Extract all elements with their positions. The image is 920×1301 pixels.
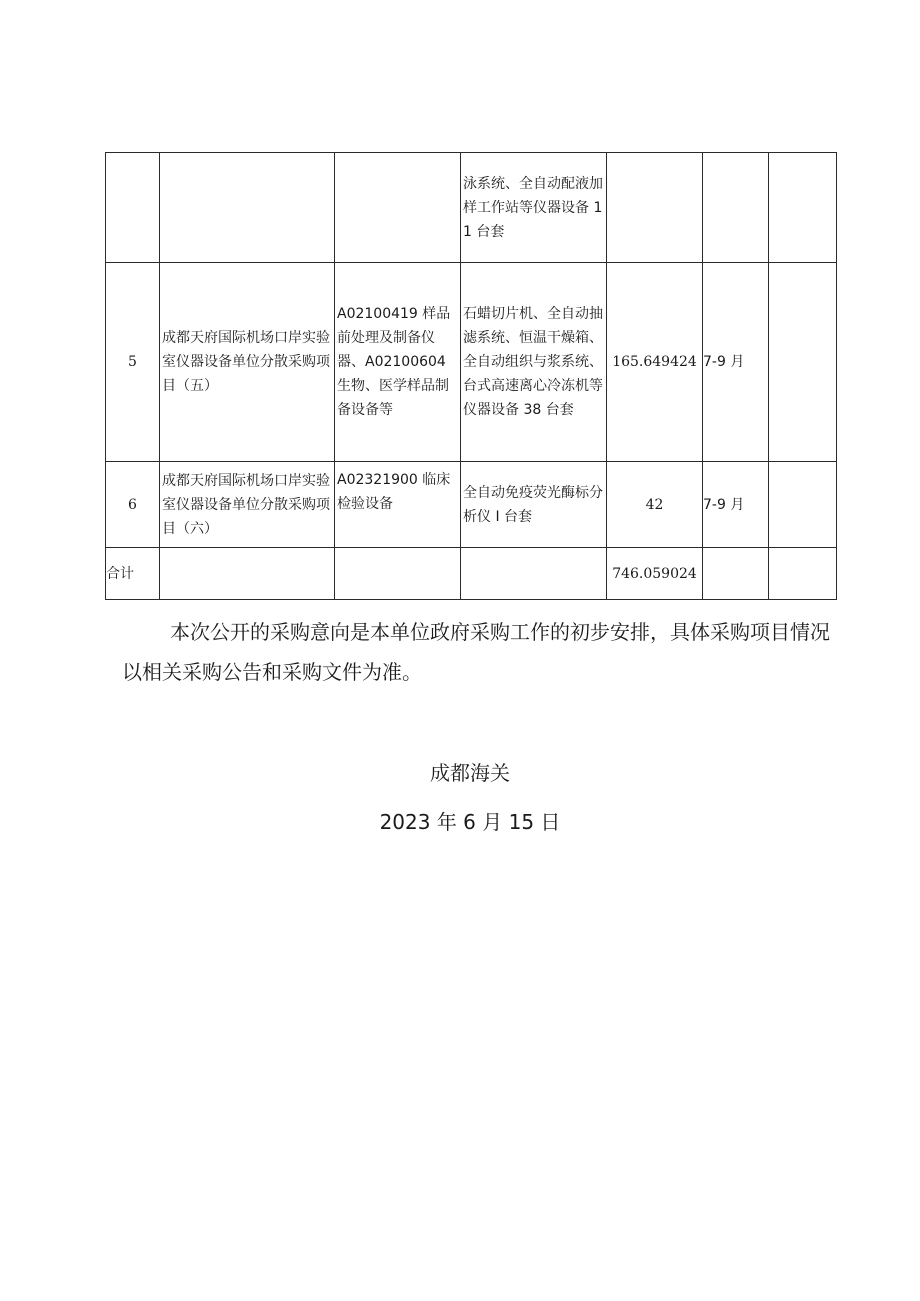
project-name	[160, 153, 335, 263]
procurement-table	[105, 152, 837, 600]
remark-cell	[769, 263, 837, 462]
row-number: 6	[106, 462, 160, 548]
row-number	[106, 153, 160, 263]
table-row	[106, 462, 837, 548]
budget-amount	[607, 153, 703, 263]
procurement-category	[335, 153, 461, 263]
procurement-month: 7-9 月	[703, 462, 769, 548]
budget-amount: 42	[607, 462, 703, 548]
signature-date: 2023 年 6 月 15 日	[379, 810, 561, 834]
empty-cell	[769, 548, 837, 600]
demand-description: 泳系统、全自动配液加样工作站等仪器设备 11 台套	[461, 153, 607, 263]
demand-description: 石蜡切片机、全自动抽滤系统、恒温干燥箱、全自动组织与浆系统、台式高速离心冷冻机等仪器设备 38 台套	[461, 263, 607, 462]
demand-description: 全自动免疫荧光酶标分析仪 I 台套	[461, 462, 607, 548]
project-name: 成都天府国际机场口岸实验室仪器设备单位分散采购项目（五）	[160, 263, 335, 462]
remark-cell	[769, 462, 837, 548]
project-name: 成都天府国际机场口岸实验室仪器设备单位分散采购项目（六）	[160, 462, 335, 548]
total-row	[106, 548, 837, 600]
empty-cell	[703, 548, 769, 600]
row-number: 5	[106, 263, 160, 462]
procurement-month: 7-9 月	[703, 263, 769, 462]
remark-cell	[769, 153, 837, 263]
empty-cell	[335, 548, 461, 600]
table-row	[106, 263, 837, 462]
procurement-category: A02321900 临床检验设备	[335, 462, 461, 548]
table-row	[106, 153, 837, 263]
signature-organization: 成都海关	[430, 761, 510, 785]
procurement-category: A02100419 样品前处理及制备仪器、A02100604 生物、医学样品制备设备等	[335, 263, 461, 462]
total-label: 合计	[106, 548, 160, 600]
total-amount: 746.059024	[607, 548, 703, 600]
budget-amount: 165.649424	[607, 263, 703, 462]
procurement-month	[703, 153, 769, 263]
disclaimer-note: 本次公开的采购意向是本单位政府采购工作的初步安排，具体采购项目情况以相关采购公告和采购文件为准。	[122, 620, 830, 684]
empty-cell	[461, 548, 607, 600]
empty-cell	[160, 548, 335, 600]
